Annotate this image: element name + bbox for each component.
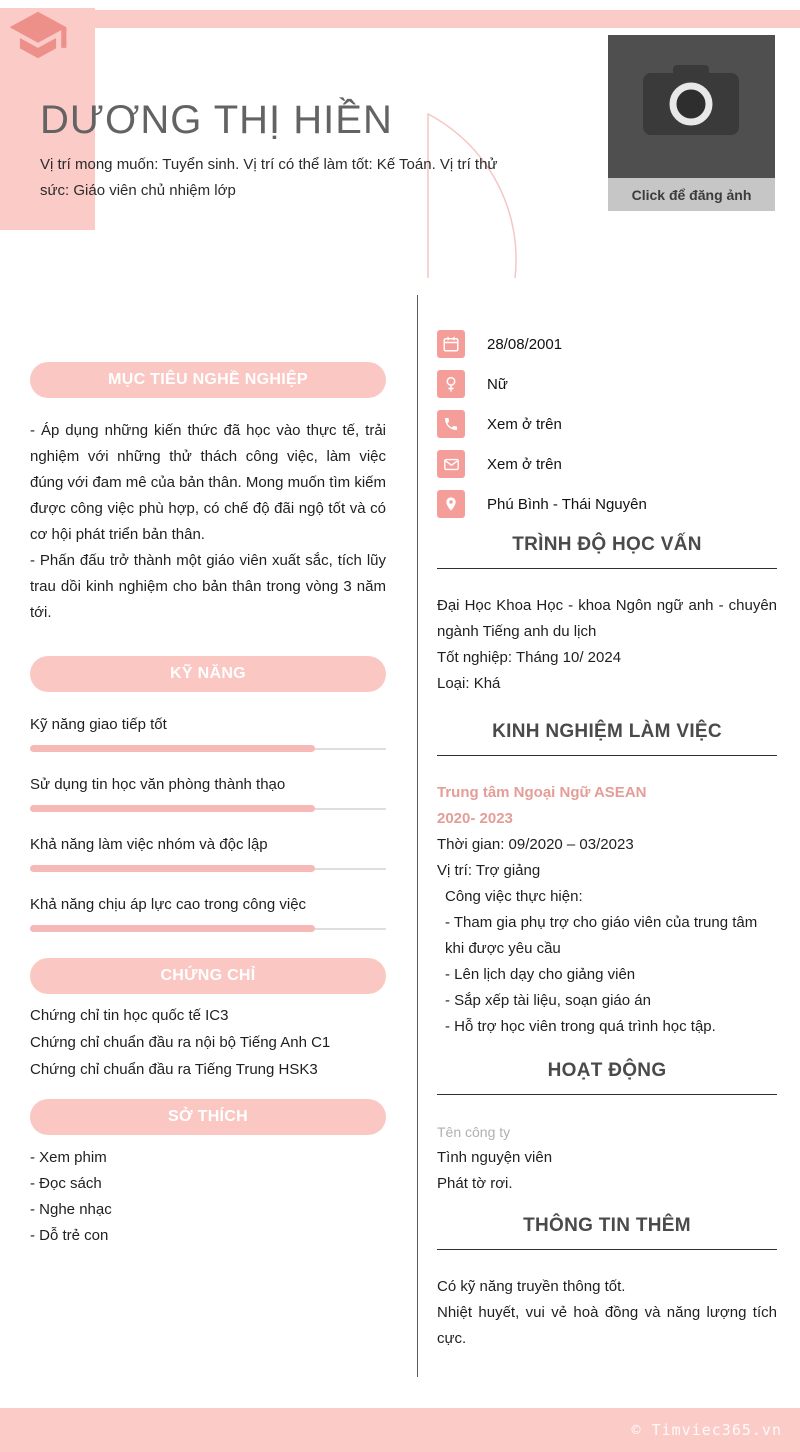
activities-line: Tình nguyện viên <box>437 1149 553 1166</box>
section-title-hobbies: SỞ THÍCH <box>30 1099 386 1135</box>
skill-label: Khả năng chịu áp lực cao trong công việc <box>30 896 307 913</box>
hobby-item: - Dỗ trẻ con <box>30 1227 109 1244</box>
contact-row-email <box>437 450 777 478</box>
skill-label: Kỹ năng giao tiếp tốt <box>30 716 167 733</box>
hobby-item: - Đọc sách <box>30 1175 102 1192</box>
skill-label: Khả năng làm việc nhóm và độc lập <box>30 836 268 853</box>
skill-progress-bar <box>30 805 386 812</box>
candidate-name: DƯƠNG THỊ HIỀN <box>40 98 393 142</box>
gender-value: Nữ <box>487 375 508 393</box>
experience-tasks-intro: Công việc thực hiện: <box>445 888 583 905</box>
objective-paragraph: - Phấn đấu trở thành một giáo viên xuất sắc, tích lũy trau dồi kinh nghiệm cho bản thân trong vòng 3 năm tới. <box>30 552 386 621</box>
email-icon <box>437 450 465 478</box>
skill-item <box>30 896 386 932</box>
phone-value: Xem ở trên <box>487 415 562 433</box>
hobby-item: - Xem phim <box>30 1149 107 1166</box>
footer-bar <box>0 1408 800 1452</box>
experience-task: - Tham gia phụ trợ cho giáo viên của trung tâm khi được yêu cầu <box>445 914 758 957</box>
experience-task: - Sắp xếp tài liệu, soạn giáo án <box>445 992 651 1009</box>
skill-progress-bar <box>30 745 386 752</box>
skill-item <box>30 776 386 812</box>
graduation-cap-icon <box>6 4 70 66</box>
section-title-skills: KỸ NĂNG <box>30 656 386 692</box>
experience-task: - Hỗ trợ học viên trong quá trình học tập. <box>445 1018 716 1035</box>
education-line: Loại: Khá <box>437 675 501 692</box>
objective-text <box>30 418 386 626</box>
top-pink-bar <box>95 10 800 28</box>
experience-body <box>437 780 777 1040</box>
certificate-item: Chứng chỉ chuẩn đầu ra nội bộ Tiếng Anh C1 <box>30 1034 331 1051</box>
activities-company-placeholder: Tên công ty <box>437 1124 511 1140</box>
section-title-activities: HOẠT ĐỘNG <box>437 1060 777 1095</box>
additional-info-line: Có kỹ năng truyền thông tốt. <box>437 1278 626 1295</box>
additional-info-line: Nhiệt huyết, vui vẻ hoà đồng và năng lượng tích cực. <box>437 1304 777 1347</box>
experience-line: Thời gian: 09/2020 – 03/2023 <box>437 836 634 853</box>
photo-upload-box[interactable] <box>608 35 775 211</box>
skill-item <box>30 716 386 752</box>
phone-icon <box>437 410 465 438</box>
hobby-list <box>30 1145 386 1249</box>
additional-info-body <box>437 1274 777 1352</box>
section-title-additional-info: THÔNG TIN THÊM <box>437 1215 777 1250</box>
education-line: Tốt nghiệp: Tháng 10/ 2024 <box>437 649 622 666</box>
gender-icon <box>437 370 465 398</box>
experience-company: Trung tâm Ngoại Ngữ ASEAN <box>437 784 647 801</box>
section-title-education: TRÌNH ĐỘ HỌC VẤN <box>437 534 777 569</box>
photo-upload-label[interactable]: Click để đăng ảnh <box>608 178 775 211</box>
skill-label: Sử dụng tin học văn phòng thành thạo <box>30 776 286 793</box>
education-body <box>437 593 777 697</box>
desired-position-text: Vị trí mong muốn: Tuyển sinh. Vị trí có thể làm tốt: Kế Toán. Vị trí thử sức: Giáo viên chủ nhiệm lớp <box>40 156 498 199</box>
skill-progress-bar <box>30 925 386 932</box>
activities-body <box>437 1119 777 1197</box>
contact-row-address <box>437 490 777 518</box>
address-value: Phú Bình - Thái Nguyên <box>487 495 647 513</box>
activities-line: Phát tờ rơi. <box>437 1175 513 1192</box>
right-column <box>437 330 777 1352</box>
contact-row-gender <box>437 370 777 398</box>
experience-tasks <box>437 884 777 1040</box>
experience-period: 2020- 2023 <box>437 810 513 827</box>
certificate-list <box>30 1002 386 1083</box>
skill-item <box>30 836 386 872</box>
experience-task: - Lên lịch dạy cho giảng viên <box>445 966 636 983</box>
education-line: Đại Học Khoa Học - khoa Ngôn ngữ anh - chuyên ngành Tiếng anh du lịch <box>437 597 777 640</box>
section-title-experience: KINH NGHIỆM LÀM VIỆC <box>437 721 777 756</box>
email-value: Xem ở trên <box>487 455 562 473</box>
contact-row-phone <box>437 410 777 438</box>
watermark: © Timviec365.vn <box>631 1421 782 1439</box>
contact-row-birthday <box>437 330 777 358</box>
hobby-item: - Nghe nhạc <box>30 1201 112 1218</box>
calendar-icon <box>437 330 465 358</box>
location-icon <box>437 490 465 518</box>
skill-progress-bar <box>30 865 386 872</box>
column-divider <box>417 295 418 1377</box>
camera-icon <box>641 63 741 148</box>
experience-line: Vị trí: Trợ giảng <box>437 862 541 879</box>
certificate-item: Chứng chỉ chuẩn đầu ra Tiếng Trung HSK3 <box>30 1061 318 1078</box>
objective-paragraph: - Áp dụng những kiến thức đã học vào thực tế, trải nghiệm với những thử thách công việc, làm việc đúng với đam mê của bản thân. Mong muốn tìm kiếm được công việc phù hợp, có chế độ đãi ngộ tốt và có cơ hội phát triển bản thân. <box>30 422 386 543</box>
left-column <box>30 362 386 1249</box>
section-title-objective: MỤC TIÊU NGHỀ NGHIỆP <box>30 362 386 398</box>
birthday-value: 28/08/2001 <box>487 335 563 353</box>
certificate-item: Chứng chỉ tin học quốc tế IC3 <box>30 1007 229 1024</box>
section-title-certificates: CHỨNG CHỈ <box>30 958 386 994</box>
